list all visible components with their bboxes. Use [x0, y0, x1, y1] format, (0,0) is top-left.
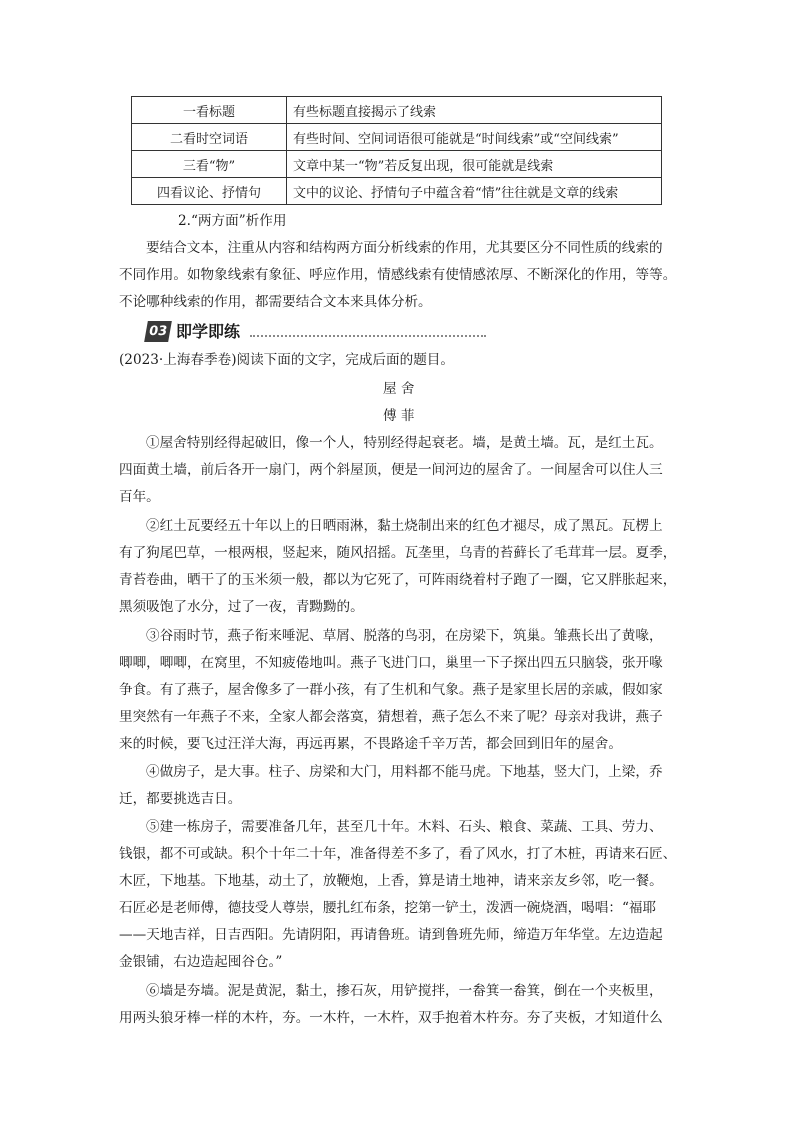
- text-line: 不同作用。如物象线索有象征、呼应作用，情感线索有使情感浓厚、不断深化的作用，等等。: [119, 267, 677, 283]
- text-line: 争食。有了燕子，屋舍像多了一群小孩，有了生机和气象。燕子是家里长居的亲戚，假如家: [119, 682, 663, 698]
- text-line: 用两头狼牙棒一样的木杵，夯。一木杵，一木杵，双手抱着木杵夯。夯了夹板，才知道什么: [119, 1010, 663, 1026]
- text-line: 迁，都要挑选吉日。: [119, 791, 242, 807]
- table-cell-method: 四看议论、抒情句: [132, 178, 287, 205]
- text-line: 唧唧，唧唧，在窝里，不知疲倦地叫。燕子飞进门口，巢里一下子探出四五只脑袋，张开喙: [119, 655, 663, 671]
- text-line: ⑥墙是夯墙。泥是黄泥，黏土，掺石灰，用铲搅拌，一畚箕一畚箕，倒在一个夹板里，: [146, 983, 663, 999]
- text-line: ⑤建一栋房子，需要准备几年，甚至几十年。木料、石头、粮食、菜蔬、工具、劳力、: [146, 819, 663, 835]
- table-cell-method: 一看标题: [132, 97, 287, 124]
- section-divider: [250, 335, 486, 337]
- text-line: 里突然有一年燕子不来，全家人都会落寞，猜想着，燕子怎么不来了呢？母亲对我讲，燕子: [119, 709, 663, 725]
- section-number-badge: 03: [144, 321, 172, 342]
- text-line: 来的时候，要飞过汪洋大海，再远再累，不畏路途千辛万苦，都会回到旧年的屋舍。: [119, 736, 622, 752]
- text-line: 要结合文本，注重从内容和结构两方面分析线索的作用，尤其要区分不同性质的线索的: [146, 240, 663, 256]
- text-line: 有了狗尾巴草，一根两根，竖起来，随风招摇。瓦垄里，乌青的苔藓长了毛茸茸一层。夏季，: [119, 545, 677, 561]
- text-line: 钱银，都不可或缺。积个十年二十年，准备得差不多了，看了风水，打了木桩，再请来石匠、: [119, 846, 677, 862]
- subheading-two-aspects: 2.“两方面”析作用: [178, 213, 287, 229]
- table-row: [132, 124, 662, 151]
- text-line: ②红土瓦要经五十年以上的日晒雨淋，黏土烧制出来的红色才褪尽，成了黑瓦。瓦楞上: [146, 518, 663, 534]
- essay-title: 屋 舍: [383, 381, 415, 397]
- table-cell-desc: 文章中某一“物”若反复出现，很可能就是线索: [287, 151, 662, 178]
- text-line: ③谷雨时节，燕子衔来唾泥、草屑、脱落的鸟羽，在房梁下，筑巢。雏燕长出了黄喙，: [146, 628, 663, 644]
- table-cell-method: 三看“物”: [132, 151, 287, 178]
- table-cell-desc: 文中的议论、抒情句子中蕴含着“情”往往就是文章的线索: [287, 178, 662, 205]
- table-row: [132, 178, 662, 205]
- text-line: ①屋舍特别经得起破旧，像一个人，特别经得起衰老。墙，是黄土墙。瓦，是红土瓦。: [146, 435, 663, 451]
- text-line: 石匠必是老师傅，德技受人尊崇，腰扎红布条，挖第一铲土，泼洒一碗烧酒，喝唱：“福耶: [119, 900, 657, 916]
- text-line: ——天地吉祥，日吉西阳。先请阴阳，再请鲁班。请到鲁班先师，缔造万年华堂。左边造起: [119, 927, 663, 943]
- text-line: 四面黄土墙，前后各开一扇门，两个斜屋顶，便是一间河边的屋舍了。一间屋舍可以住人三: [119, 462, 663, 478]
- text-line: 木匠，下地基。下地基，动土了，放鞭炮，上香，算是请土地神，请来亲友乡邻，吃一餐。: [119, 873, 663, 889]
- section-header: [146, 321, 486, 343]
- text-line: 百年。: [119, 489, 160, 505]
- table-cell-desc: 有些标题直接揭示了线索: [287, 97, 662, 124]
- text-line: 不论哪种线索的作用，都需要结合文本来具体分析。: [119, 294, 432, 310]
- table-row: [132, 151, 662, 178]
- text-line: 青苔卷曲，晒干了的玉米须一般，都以为它死了，可阵雨绕着村子跑了一圈，它又胖胀起来，: [119, 572, 677, 588]
- section-title: 即学即练: [176, 322, 241, 341]
- text-line: 黑须吸饱了水分，过了一夜，青黝黝的。: [119, 599, 364, 615]
- clue-methods-table: [131, 96, 662, 205]
- table-row: [132, 97, 662, 124]
- exercise-source: (2023·上海春季卷)阅读下面的文字，完成后面的题目。: [119, 352, 454, 368]
- table-cell-method: 二看时空词语: [132, 124, 287, 151]
- table-cell-desc: 有些时间、空间词语很可能就是“时间线索”或“空间线索”: [287, 124, 662, 151]
- essay-author: 傅 菲: [383, 408, 415, 424]
- text-line: ④做房子，是大事。柱子、房梁和大门，用料都不能马虎。下地基，竖大门，上梁，乔: [146, 764, 663, 780]
- text-line: 金银铺，右边造起囤谷仓。”: [119, 954, 283, 970]
